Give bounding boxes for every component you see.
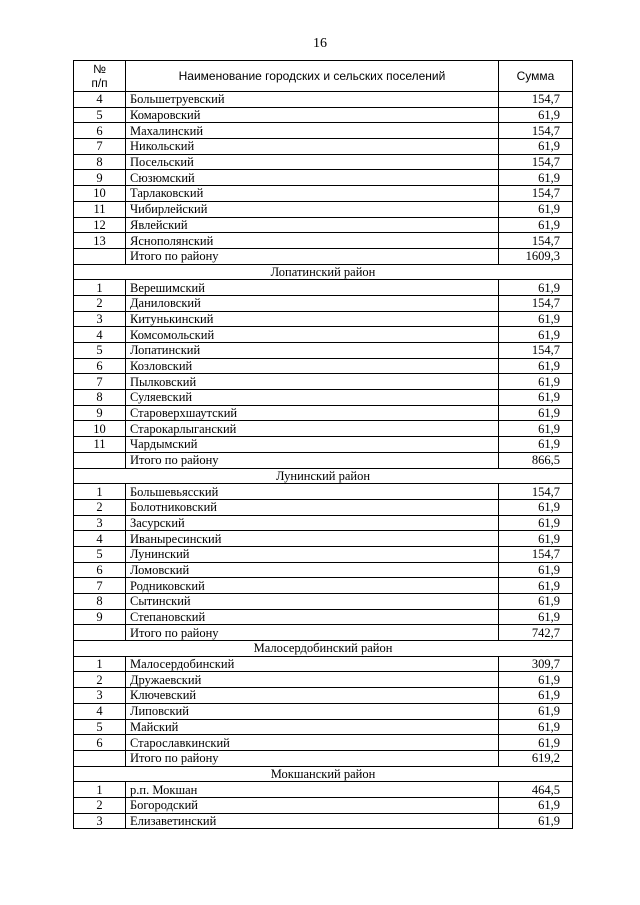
settlement-name: Яснополянский	[126, 233, 499, 249]
settlement-sum: 61,9	[499, 170, 573, 186]
total-sum: 619,2	[499, 750, 573, 766]
section-row	[74, 766, 573, 782]
settlement-sum: 61,9	[499, 358, 573, 374]
settlement-sum: 61,9	[499, 390, 573, 406]
section-row	[74, 468, 573, 484]
table-row	[74, 154, 573, 170]
settlement-sum: 61,9	[499, 735, 573, 751]
settlement-sum: 61,9	[499, 107, 573, 123]
settlement-sum: 154,7	[499, 343, 573, 359]
row-number: 11	[74, 201, 126, 217]
table-row	[74, 343, 573, 359]
settlement-name: Лунинский	[126, 546, 499, 562]
settlement-name: Богородский	[126, 797, 499, 813]
table-row	[74, 390, 573, 406]
settlement-sum: 154,7	[499, 546, 573, 562]
table-row	[74, 358, 573, 374]
row-number: 2	[74, 295, 126, 311]
row-number: 6	[74, 735, 126, 751]
settlement-sum: 154,7	[499, 295, 573, 311]
settlement-name: Комсомольский	[126, 327, 499, 343]
row-number: 1	[74, 484, 126, 500]
settlement-name: Липовский	[126, 703, 499, 719]
table-row	[74, 531, 573, 547]
settlement-name: Суляевский	[126, 390, 499, 406]
table-row	[74, 499, 573, 515]
settlement-sum: 61,9	[499, 201, 573, 217]
settlement-name: Даниловский	[126, 295, 499, 311]
settlement-sum: 61,9	[499, 562, 573, 578]
settlement-sum: 154,7	[499, 233, 573, 249]
settlement-name: Явлейский	[126, 217, 499, 233]
table-row	[74, 107, 573, 123]
settlement-sum: 154,7	[499, 92, 573, 108]
settlement-sum: 61,9	[499, 499, 573, 515]
table-header	[74, 61, 573, 92]
settlement-name: Ломовский	[126, 562, 499, 578]
settlement-name: Козловский	[126, 358, 499, 374]
section-row	[74, 264, 573, 280]
table-row	[74, 170, 573, 186]
table-row	[74, 374, 573, 390]
settlement-sum: 154,7	[499, 154, 573, 170]
row-number: 10	[74, 421, 126, 437]
page-number: 16	[313, 36, 327, 51]
total-sum: 866,5	[499, 452, 573, 468]
settlement-name: Верешимский	[126, 280, 499, 296]
row-number	[74, 248, 126, 264]
row-number: 13	[74, 233, 126, 249]
settlement-sum: 61,9	[499, 405, 573, 421]
total-row	[74, 248, 573, 264]
settlement-sum: 61,9	[499, 594, 573, 610]
table-row	[74, 280, 573, 296]
settlement-sum: 154,7	[499, 123, 573, 139]
table-row	[74, 217, 573, 233]
settlement-sum: 61,9	[499, 139, 573, 155]
settlement-name: Ключевский	[126, 688, 499, 704]
total-sum: 742,7	[499, 625, 573, 641]
row-number: 4	[74, 92, 126, 108]
row-number: 4	[74, 703, 126, 719]
section-title: Лунинский район	[74, 468, 573, 484]
table-row	[74, 546, 573, 562]
table-row	[74, 562, 573, 578]
table-row	[74, 735, 573, 751]
row-number: 3	[74, 688, 126, 704]
settlement-sum: 61,9	[499, 311, 573, 327]
settlement-sum: 61,9	[499, 327, 573, 343]
settlement-sum: 61,9	[499, 719, 573, 735]
settlement-name: Лопатинский	[126, 343, 499, 359]
settlement-name: Елизаветинский	[126, 813, 499, 829]
row-number: 6	[74, 358, 126, 374]
settlement-name: р.п. Мокшан	[126, 782, 499, 798]
table-row	[74, 123, 573, 139]
row-number: 3	[74, 311, 126, 327]
total-label: Итого по району	[126, 248, 499, 264]
table-row	[74, 295, 573, 311]
row-number: 6	[74, 123, 126, 139]
settlement-name: Тарлаковский	[126, 186, 499, 202]
settlement-name: Большетруевский	[126, 92, 499, 108]
total-row	[74, 750, 573, 766]
table-row	[74, 327, 573, 343]
settlement-name: Китунькинский	[126, 311, 499, 327]
table-row	[74, 672, 573, 688]
total-label: Итого по району	[126, 625, 499, 641]
total-row	[74, 452, 573, 468]
table-row	[74, 311, 573, 327]
settlement-name: Дружаевский	[126, 672, 499, 688]
settlement-name: Болотниковский	[126, 499, 499, 515]
row-number: 7	[74, 374, 126, 390]
row-number: 3	[74, 515, 126, 531]
header-number-line1: №	[93, 62, 106, 76]
settlement-sum: 61,9	[499, 813, 573, 829]
settlement-name: Никольский	[126, 139, 499, 155]
settlement-name: Большевьясский	[126, 484, 499, 500]
table-row	[74, 437, 573, 453]
settlement-sum: 61,9	[499, 531, 573, 547]
table-row	[74, 201, 573, 217]
settlement-name: Комаровский	[126, 107, 499, 123]
row-number: 6	[74, 562, 126, 578]
header-name: Наименование городских и сельских поселений	[126, 61, 499, 92]
settlement-sum: 61,9	[499, 703, 573, 719]
row-number: 2	[74, 672, 126, 688]
row-number: 1	[74, 782, 126, 798]
header-sum: Сумма	[499, 61, 573, 92]
table-row	[74, 719, 573, 735]
settlement-name: Майский	[126, 719, 499, 735]
table-row	[74, 578, 573, 594]
header-row	[74, 61, 573, 92]
table-row	[74, 139, 573, 155]
table-row	[74, 703, 573, 719]
settlement-name: Иваныресинский	[126, 531, 499, 547]
row-number: 8	[74, 154, 126, 170]
settlement-name: Чибирлейский	[126, 201, 499, 217]
row-number: 7	[74, 578, 126, 594]
row-number: 9	[74, 405, 126, 421]
table-row	[74, 797, 573, 813]
settlement-sum: 154,7	[499, 186, 573, 202]
row-number: 10	[74, 186, 126, 202]
settlement-name: Чардымский	[126, 437, 499, 453]
row-number: 4	[74, 531, 126, 547]
settlement-name: Степановский	[126, 609, 499, 625]
row-number: 7	[74, 139, 126, 155]
row-number: 8	[74, 390, 126, 406]
row-number: 12	[74, 217, 126, 233]
settlement-name: Старокарлыганский	[126, 421, 499, 437]
table-row	[74, 594, 573, 610]
row-number: 11	[74, 437, 126, 453]
settlement-name: Махалинский	[126, 123, 499, 139]
table-row	[74, 609, 573, 625]
settlement-sum: 61,9	[499, 374, 573, 390]
settlement-name: Засурский	[126, 515, 499, 531]
table-row	[74, 92, 573, 108]
table-body	[74, 92, 573, 829]
row-number: 2	[74, 499, 126, 515]
row-number: 5	[74, 107, 126, 123]
settlement-name: Староверхшаутский	[126, 405, 499, 421]
settlement-sum: 309,7	[499, 656, 573, 672]
settlement-sum: 61,9	[499, 437, 573, 453]
row-number: 5	[74, 546, 126, 562]
section-title: Лопатинский район	[74, 264, 573, 280]
settlement-sum: 61,9	[499, 688, 573, 704]
settlement-sum: 61,9	[499, 217, 573, 233]
row-number	[74, 750, 126, 766]
settlement-sum: 464,5	[499, 782, 573, 798]
table-row	[74, 813, 573, 829]
settlement-sum: 61,9	[499, 797, 573, 813]
settlement-name: Сюзюмский	[126, 170, 499, 186]
total-label: Итого по району	[126, 452, 499, 468]
section-title: Малосердобинский район	[74, 641, 573, 657]
settlement-sum: 61,9	[499, 672, 573, 688]
header-number-line2: п/п	[91, 76, 108, 90]
table-row	[74, 688, 573, 704]
row-number	[74, 625, 126, 641]
settlement-sum: 154,7	[499, 484, 573, 500]
table-row	[74, 656, 573, 672]
row-number: 2	[74, 797, 126, 813]
settlement-name: Пылковский	[126, 374, 499, 390]
table-row	[74, 186, 573, 202]
settlements-table	[73, 60, 573, 829]
settlement-name: Сытинский	[126, 594, 499, 610]
total-label: Итого по району	[126, 750, 499, 766]
settlement-name: Посельский	[126, 154, 499, 170]
section-row	[74, 641, 573, 657]
table-row	[74, 515, 573, 531]
settlement-sum: 61,9	[499, 280, 573, 296]
row-number: 1	[74, 656, 126, 672]
settlement-sum: 61,9	[499, 578, 573, 594]
row-number: 9	[74, 170, 126, 186]
table-row	[74, 484, 573, 500]
total-sum: 1609,3	[499, 248, 573, 264]
header-number	[74, 61, 126, 92]
row-number: 5	[74, 343, 126, 359]
table-row	[74, 421, 573, 437]
table-row	[74, 233, 573, 249]
table-row	[74, 782, 573, 798]
row-number: 1	[74, 280, 126, 296]
settlement-name: Старославкинский	[126, 735, 499, 751]
settlement-sum: 61,9	[499, 421, 573, 437]
settlement-name: Малосердобинский	[126, 656, 499, 672]
row-number	[74, 452, 126, 468]
section-title: Мокшанский район	[74, 766, 573, 782]
settlement-name: Родниковский	[126, 578, 499, 594]
row-number: 4	[74, 327, 126, 343]
settlement-sum: 61,9	[499, 515, 573, 531]
settlement-sum: 61,9	[499, 609, 573, 625]
table-row	[74, 405, 573, 421]
row-number: 9	[74, 609, 126, 625]
row-number: 5	[74, 719, 126, 735]
row-number: 8	[74, 594, 126, 610]
total-row	[74, 625, 573, 641]
row-number: 3	[74, 813, 126, 829]
